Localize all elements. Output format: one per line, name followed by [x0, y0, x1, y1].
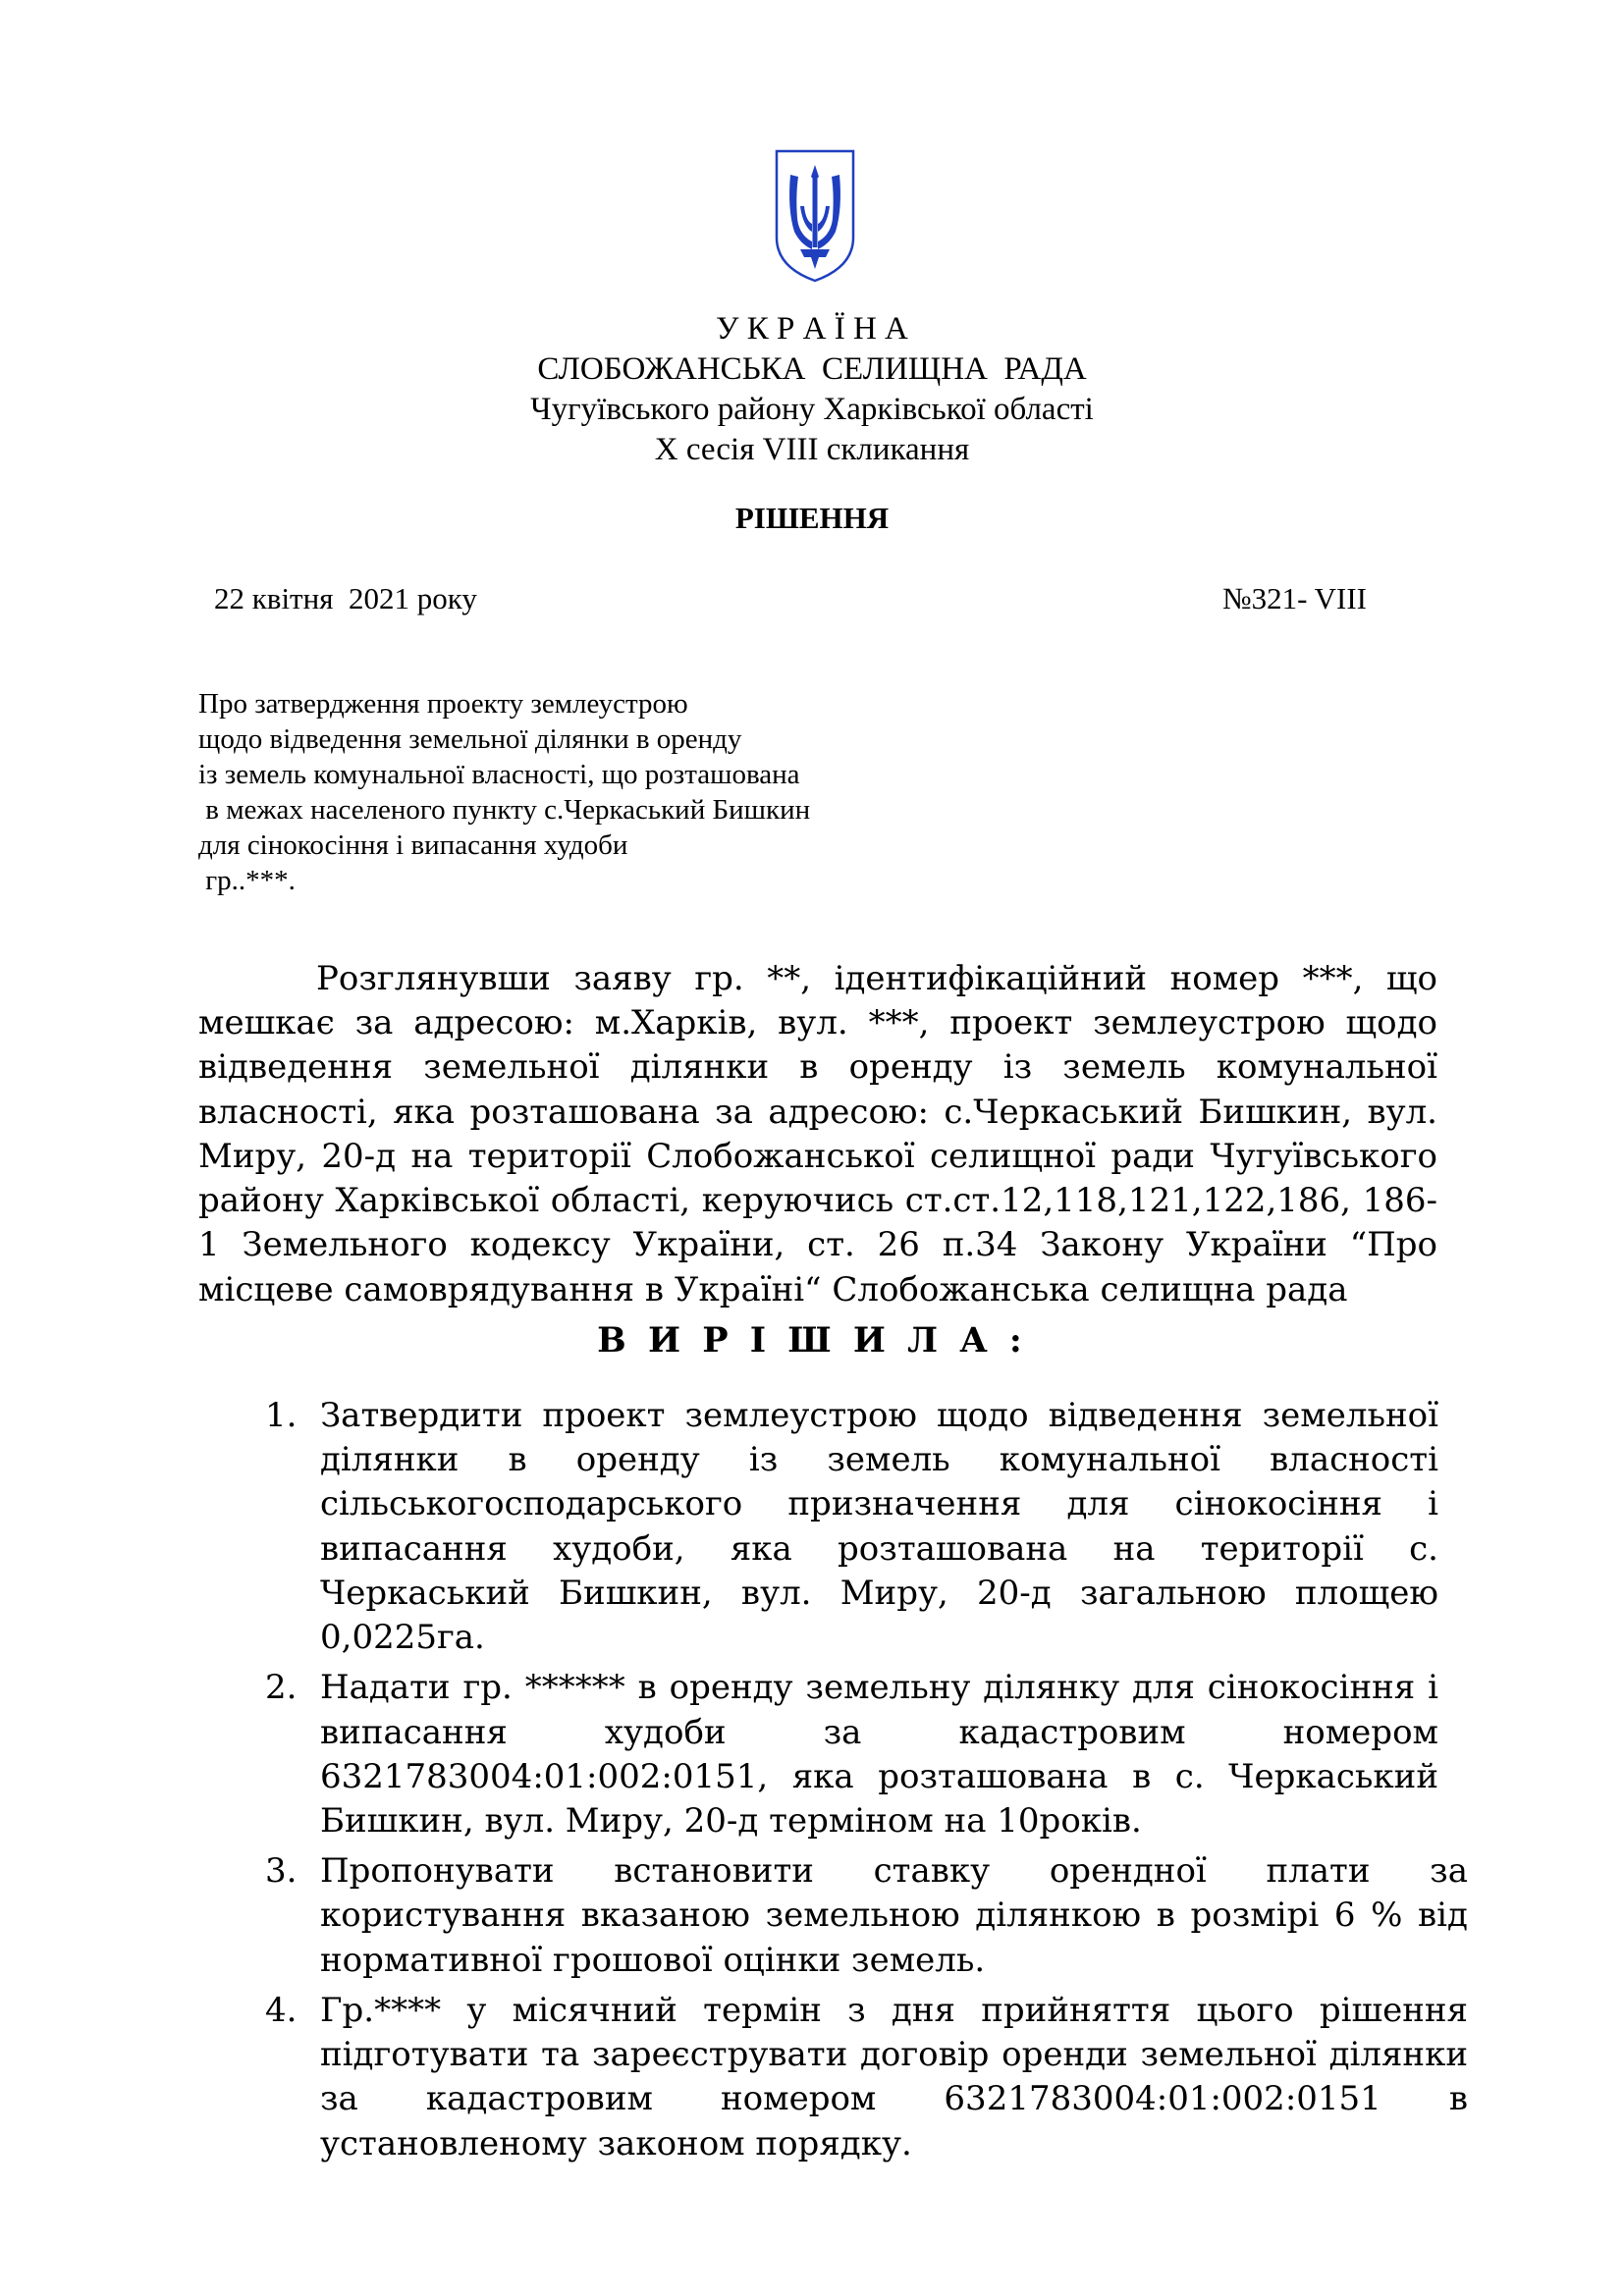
subject-line: в межах населеного пункту с.Черкаський Бишкин	[198, 793, 811, 826]
district-name: Чугуївського району Харківської області	[530, 391, 1094, 427]
coat-of-arms-emblem	[771, 147, 859, 285]
subject-line: гр..***.	[198, 864, 296, 896]
document-title: РІШЕННЯ	[734, 501, 890, 535]
item-text: Пропонувати встановити ставку орендної плати за користування вказаною земельною ділянкою в розмірі 6 % від нормативної грошової оцінки земель.	[320, 1851, 1468, 1980]
decision-number: №321- VIII	[1222, 581, 1367, 615]
subject-line: щодо відведення земельної ділянки в оренду	[198, 722, 742, 755]
decision-subject	[198, 687, 810, 899]
preamble-paragraph	[198, 957, 1437, 1312]
decision-date: 22 квітня 2021 року	[214, 581, 477, 615]
preamble-text: Розглянувши заяву гр. **, ідентифікаційний номер ***, що мешкає за адресою: м.Харків, вул. ***, проект землеустрою щодо відведення земельної ділянки в оренду із земель комунальної власності, яка розташована за адресою: с.Черкаський Бишкин, вул. Миру, 20-д на території Слобожанської селищної ради Чугуївського району Харківської області, керуючись ст.ст.12,118,121,122,186, 186-1 Земельного кодексу України, ст. 26 п.34 Закону України “Про місцеве самоврядування в Україні“ Слобожанська селищна рада	[198, 959, 1437, 1309]
council-name: СЛОБОЖАНСЬКА СЕЛИЩНА РАДА	[537, 350, 1087, 387]
item-number: 4.	[265, 1990, 298, 2030]
country-name: У К Р А Ї Н А	[716, 311, 908, 347]
list-item	[265, 1394, 1438, 1660]
item-number: 1.	[265, 1396, 298, 1435]
list-item	[265, 1666, 1438, 1843]
session-name: X сесія VIII скликання	[654, 431, 970, 467]
subject-line: Про затвердження проекту землеустрою	[198, 688, 688, 720]
item-number: 3.	[265, 1851, 298, 1892]
item-text: Гр.**** у місячний термін з дня прийняття цього рішення підготувати та зареєструвати договір оренди земельної ділянки за кадастровим номером 6321783004:01:002:0151 в установленому законом порядку.	[320, 1990, 1468, 2163]
item-number: 2.	[265, 1668, 298, 1708]
list-item	[265, 1989, 1468, 2166]
item-text: Затвердити проект землеустрою щодо відведення земельної ділянки в оренду із земель комунальної власності сільськогосподарського призначення для сінокосіння і випасання худоби, яка розташована на території с. Черкаський Бишкин, вул. Миру, 20-д загальною площею 0,0225га.	[320, 1396, 1438, 1658]
trident-coat-of-arms-icon	[771, 147, 859, 285]
document-header	[0, 309, 1624, 470]
resolved-heading: В И Р І Ш И Л А :	[597, 1320, 1027, 1361]
list-item	[265, 1849, 1468, 1983]
decision-items-list	[265, 1394, 1468, 2172]
subject-line: для сінокосіння і випасання худоби	[198, 828, 628, 861]
subject-line: із земель комунальної власності, що розташована	[198, 758, 800, 790]
item-text: Надати гр. ****** в оренду земельну ділянку для сінокосіння і випасання худоби за кадастровим номером 6321783004:01:002:0151, яка розташована в с. Черкаський Бишкин, вул. Миру, 20-д терміном на 10років.	[320, 1668, 1438, 1841]
